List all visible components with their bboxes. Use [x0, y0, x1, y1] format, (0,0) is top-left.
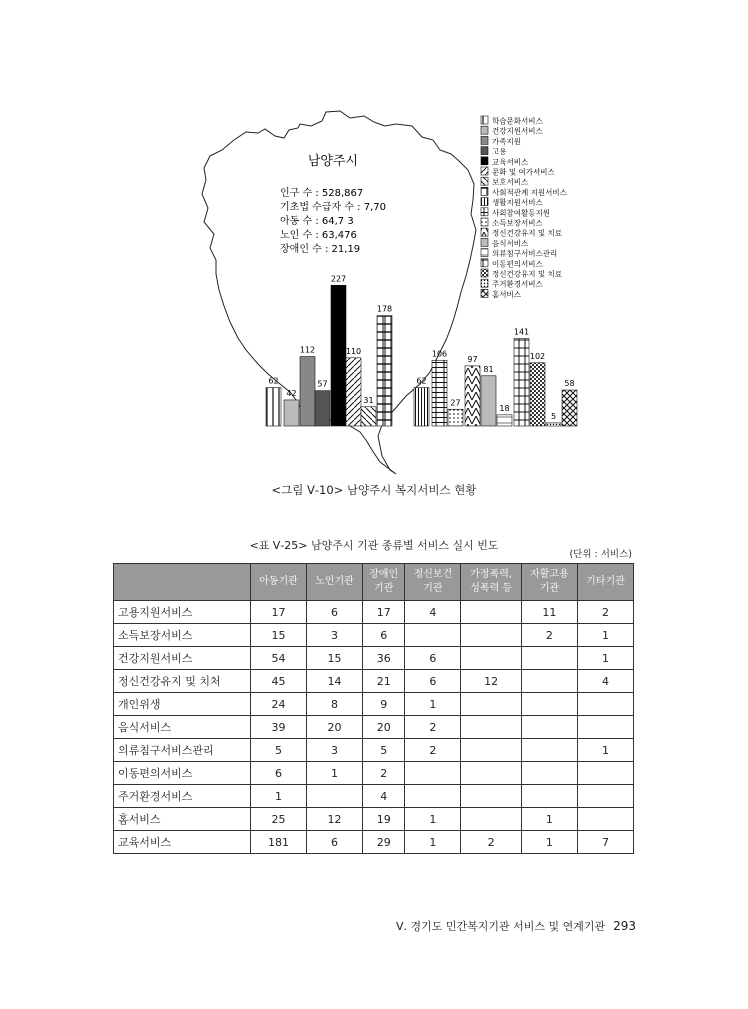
bar-value-label: 81 [483, 364, 494, 374]
legend-label: 정신건강유지 및 치료 [492, 269, 562, 279]
table-cell: 12 [307, 808, 363, 831]
legend-label: 건강지원서비스 [492, 126, 543, 136]
legend-label: 정신건강유지 및 치료 [492, 228, 562, 238]
row-label: 주거환경서비스 [114, 785, 251, 808]
legend-label: 고용 [492, 147, 507, 157]
table-cell: 1 [577, 647, 633, 670]
legend-swatch [481, 289, 488, 297]
legend-label: 가족지원 [492, 136, 521, 146]
legend-label: 학습문화서비스 [492, 116, 543, 126]
header-col: 장애인 기관 [363, 564, 405, 601]
bar-value-label: 5 [550, 411, 557, 421]
table-cell: 45 [251, 670, 307, 693]
legend-label: 음식서비스 [492, 238, 529, 248]
table-cell [521, 670, 577, 693]
table-cell [577, 716, 633, 739]
legend-swatch [481, 269, 488, 277]
row-label: 건강지원서비스 [114, 647, 251, 670]
bar-value-label: 27 [450, 398, 461, 408]
table-row [114, 693, 634, 716]
row-label: 개인위생 [114, 693, 251, 716]
table-cell: 2 [577, 601, 633, 624]
legend-swatch [481, 136, 488, 144]
row-label: 정신건강유지 및 치처 [114, 670, 251, 693]
table-cell: 6 [307, 831, 363, 854]
table-cell [461, 716, 522, 739]
table-cell: 2 [461, 831, 522, 854]
header-col: 노인기관 [307, 564, 363, 601]
stat-line: 장애인 수 : 21,19 [280, 244, 361, 255]
row-label: 교육서비스 [114, 831, 251, 854]
bar [562, 390, 577, 426]
region-stats [280, 186, 386, 255]
table-cell: 7 [577, 831, 633, 854]
bar-value-label: 227 [330, 274, 347, 284]
stat-line: 아동 수 : 64,7 3 [280, 216, 354, 227]
table-cell [577, 785, 633, 808]
legend-label: 주거환경서비스 [492, 279, 543, 289]
table-cell [521, 739, 577, 762]
bar [361, 407, 376, 426]
table-cell: 1 [577, 624, 633, 647]
legend-label: 사회적관계 지원서비스 [492, 187, 567, 197]
legend-label: 교육서비스 [492, 157, 529, 167]
legend-swatch [481, 167, 488, 175]
page-footer [396, 918, 636, 934]
header-col: 정신보건 기관 [405, 564, 461, 601]
table-cell: 20 [363, 716, 405, 739]
table-cell [461, 739, 522, 762]
table-cell [521, 693, 577, 716]
legend-swatch [481, 177, 488, 185]
table-cell: 12 [461, 670, 522, 693]
bar-value-label: 106 [431, 349, 448, 359]
table-cell: 8 [307, 693, 363, 716]
table-cell [461, 785, 522, 808]
table-cell: 15 [307, 647, 363, 670]
table-row [114, 601, 634, 624]
legend-label: 문화 및 여가서비스 [492, 167, 555, 177]
legend-swatch [481, 218, 488, 226]
table-cell: 6 [405, 647, 461, 670]
table-cell: 9 [363, 693, 405, 716]
table-cell: 2 [521, 624, 577, 647]
row-label: 음식서비스 [114, 716, 251, 739]
header-col: 가정폭력, 성폭력 등 [461, 564, 522, 601]
table-cell: 2 [405, 739, 461, 762]
bar [377, 316, 392, 426]
table-cell: 6 [405, 670, 461, 693]
table-cell: 2 [405, 716, 461, 739]
bar-value-label: 62 [416, 376, 427, 386]
row-label: 소득보장서비스 [114, 624, 251, 647]
table-cell: 14 [307, 670, 363, 693]
table-cell [577, 762, 633, 785]
table-cell [461, 808, 522, 831]
table-cell: 6 [363, 624, 405, 647]
table-cell [521, 785, 577, 808]
region-name: 남양주시 [307, 154, 359, 169]
table-cell: 17 [363, 601, 405, 624]
stat-line: 인구 수 : 528,867 [280, 188, 364, 199]
legend-label: 생활지원서비스 [492, 198, 543, 208]
table-cell: 6 [307, 601, 363, 624]
table-cell [521, 762, 577, 785]
stat-line: 노인 수 : 63,476 [280, 230, 357, 241]
table-cell: 1 [307, 762, 363, 785]
header-col: 아동기관 [251, 564, 307, 601]
bar-value-label: 18 [499, 403, 510, 413]
table-cell: 1 [405, 693, 461, 716]
table-cell: 4 [577, 670, 633, 693]
legend-label: 보호서비스 [492, 177, 529, 187]
table-cell: 1 [405, 831, 461, 854]
bar [514, 339, 529, 426]
header-blank [114, 564, 251, 601]
service-frequency-table [113, 563, 634, 854]
table-cell: 36 [363, 647, 405, 670]
stat-line: 기초법 수급자 수 : 7,70 [280, 202, 386, 213]
bar [448, 409, 463, 426]
bar [481, 376, 496, 426]
table-cell [521, 716, 577, 739]
table-cell: 5 [363, 739, 405, 762]
table-row [114, 785, 634, 808]
table-cell: 5 [251, 739, 307, 762]
legend-label: 의류침구서비스관리 [492, 249, 558, 259]
bar [414, 388, 429, 426]
table-cell [405, 762, 461, 785]
table-cell [405, 785, 461, 808]
table-cell [461, 693, 522, 716]
table-header-row [114, 564, 634, 601]
table-title: <표 Ⅴ-25> 남양주시 기관 종류별 서비스 실시 빈도 [249, 539, 499, 552]
table-cell: 15 [251, 624, 307, 647]
row-label: 이동편의서비스 [114, 762, 251, 785]
legend-swatch [481, 116, 488, 124]
header-col: 자활고용 기관 [521, 564, 577, 601]
legend-swatch [481, 279, 488, 287]
legend-label: 홈서비스 [492, 289, 521, 299]
legend-swatch [481, 228, 488, 236]
table-cell [577, 693, 633, 716]
table-row [114, 624, 634, 647]
legend-swatch [481, 249, 488, 257]
header-col: 기타기관 [577, 564, 633, 601]
table-cell: 11 [521, 601, 577, 624]
legend-swatch [481, 238, 488, 246]
bar-value-label: 57 [317, 379, 328, 389]
bar-value-label: 178 [376, 304, 393, 314]
legend-label: 이동편의서비스 [492, 259, 543, 269]
bar [465, 366, 480, 426]
row-label: 고용지원서비스 [114, 601, 251, 624]
row-label: 홈서비스 [114, 808, 251, 831]
page-number: 293 [613, 919, 636, 933]
legend-swatch [481, 147, 488, 155]
table-row [114, 739, 634, 762]
bar [530, 363, 545, 426]
table-cell: 1 [521, 831, 577, 854]
bar [300, 357, 315, 426]
bar-value-label: 62 [268, 376, 279, 386]
figure-caption: <그림 Ⅴ-10> 남양주시 복지서비스 현황 [271, 483, 477, 497]
bar-value-label: 31 [363, 395, 374, 405]
welfare-service-figure [0, 0, 748, 480]
table-cell [405, 624, 461, 647]
bar-value-label: 110 [345, 346, 362, 356]
table-cell: 3 [307, 739, 363, 762]
table-cell: 20 [307, 716, 363, 739]
table-cell: 1 [577, 739, 633, 762]
table-cell: 29 [363, 831, 405, 854]
bar [346, 358, 361, 426]
table-cell: 39 [251, 716, 307, 739]
table-cell: 2 [363, 762, 405, 785]
table-cell: 4 [363, 785, 405, 808]
table-cell: 4 [405, 601, 461, 624]
bar [284, 400, 299, 426]
bar-value-label: 42 [286, 388, 297, 398]
table-cell: 19 [363, 808, 405, 831]
table-cell [461, 601, 522, 624]
table-row [114, 647, 634, 670]
legend-label: 사회참여활동지원 [492, 208, 550, 218]
table-cell: 54 [251, 647, 307, 670]
legend-swatch [481, 157, 488, 165]
bar [432, 360, 447, 426]
table-cell: 17 [251, 601, 307, 624]
legend-swatch [481, 259, 488, 267]
table-row [114, 831, 634, 854]
row-label: 의류침구서비스관리 [114, 739, 251, 762]
table-cell [461, 624, 522, 647]
bar-value-label: 112 [299, 345, 316, 355]
bar-value-label: 141 [513, 327, 530, 337]
bar-value-label: 58 [564, 379, 575, 389]
table-cell [577, 808, 633, 831]
table-row [114, 762, 634, 785]
table-row [114, 808, 634, 831]
table-cell: 24 [251, 693, 307, 716]
bar [546, 423, 561, 426]
table-cell: 3 [307, 624, 363, 647]
table-cell [521, 647, 577, 670]
table-row [114, 670, 634, 693]
table-unit: (단위 : 서비스) [569, 549, 632, 560]
legend-label: 소득보장서비스 [492, 218, 543, 228]
bar-series [266, 274, 577, 426]
bar [497, 415, 512, 426]
bar [331, 285, 346, 426]
chart-legend [481, 116, 568, 299]
legend-swatch [481, 198, 488, 206]
table-cell [461, 647, 522, 670]
table-cell: 181 [251, 831, 307, 854]
table-cell: 25 [251, 808, 307, 831]
table-cell: 1 [251, 785, 307, 808]
table-cell: 1 [521, 808, 577, 831]
bar [266, 388, 281, 426]
footer-section: Ⅴ. 경기도 민간복지기관 서비스 및 연계기관 [395, 920, 606, 933]
table-cell [461, 762, 522, 785]
bar-value-label: 97 [467, 354, 478, 364]
legend-swatch [481, 126, 488, 134]
bar-value-label: 102 [529, 351, 546, 361]
table-cell: 21 [363, 670, 405, 693]
legend-swatch [481, 208, 488, 216]
bar [315, 391, 330, 426]
table-cell: 1 [405, 808, 461, 831]
table-cell [307, 785, 363, 808]
legend-swatch [481, 187, 488, 195]
table-row [114, 716, 634, 739]
table-cell: 6 [251, 762, 307, 785]
